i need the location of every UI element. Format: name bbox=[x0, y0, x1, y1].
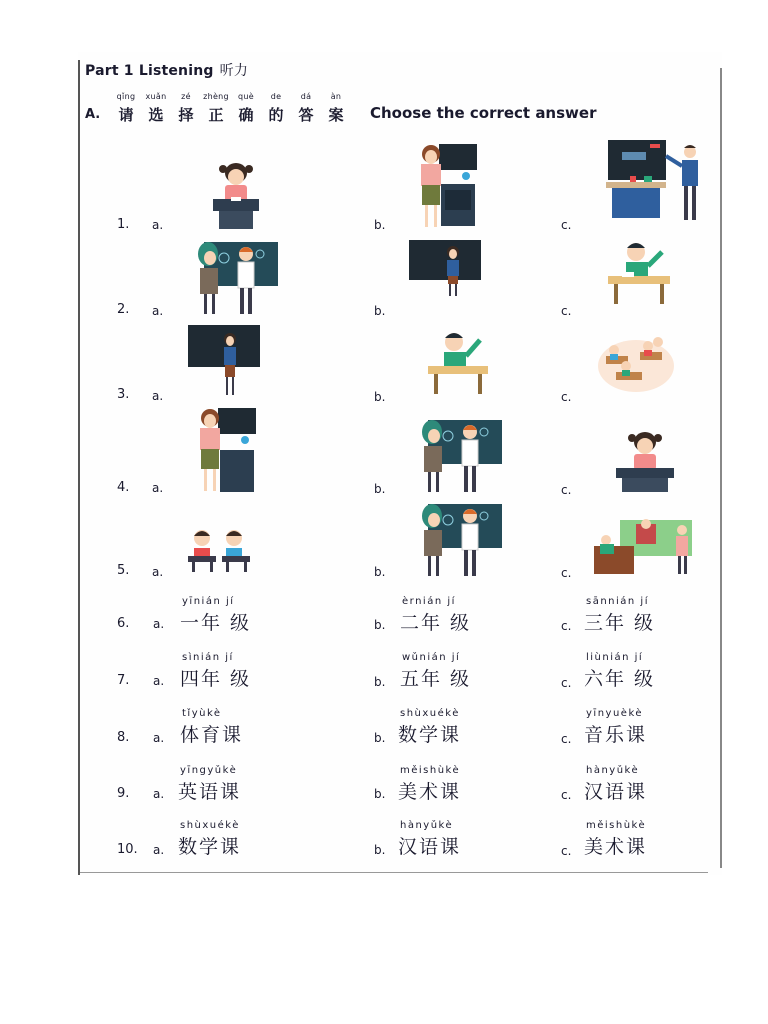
teacher-at-board-picture[interactable] bbox=[188, 404, 260, 494]
option-b-label[interactable]: b. bbox=[374, 618, 386, 632]
option-b-label[interactable]: b. bbox=[374, 482, 386, 496]
two-teachers-chalkboard-picture[interactable] bbox=[414, 418, 504, 494]
instruction-chinese bbox=[116, 92, 346, 125]
option-b-label[interactable]: b. bbox=[374, 390, 386, 404]
question-number: 2. bbox=[117, 302, 130, 317]
instruction-pinyin: àn bbox=[330, 92, 342, 101]
option-c-label[interactable]: c. bbox=[561, 218, 572, 232]
option-b-label[interactable]: b. bbox=[374, 675, 386, 689]
instruction-pinyin: xuǎn bbox=[145, 92, 167, 101]
two-students-picture[interactable] bbox=[186, 526, 252, 572]
classroom-group-picture[interactable] bbox=[596, 326, 676, 396]
option-a-label[interactable]: a. bbox=[152, 481, 164, 495]
word-hanzi: 二年 级 bbox=[400, 612, 472, 634]
teacher-pointing-board-picture[interactable] bbox=[604, 138, 704, 224]
option-b-label[interactable]: b. bbox=[374, 565, 386, 579]
instruction-char bbox=[236, 92, 256, 125]
option-b-word[interactable] bbox=[400, 652, 471, 691]
option-b-word[interactable] bbox=[398, 708, 461, 747]
word-pinyin: sānnián jí bbox=[586, 596, 649, 607]
word-hanzi: 英语课 bbox=[178, 781, 242, 803]
word-pinyin: shùxuékè bbox=[180, 820, 240, 831]
instruction-char bbox=[326, 92, 346, 125]
option-a-label[interactable]: a. bbox=[152, 304, 164, 318]
option-b-word[interactable] bbox=[398, 820, 461, 859]
left-border-line bbox=[78, 60, 80, 875]
girl-at-desk-picture[interactable] bbox=[203, 155, 269, 231]
question-number: 1. bbox=[117, 217, 130, 232]
option-a-label[interactable]: a. bbox=[153, 674, 165, 688]
question-number: 9. bbox=[117, 786, 130, 801]
instruction-hanzi: 确 bbox=[238, 106, 254, 124]
word-pinyin: sìnián jí bbox=[182, 652, 234, 663]
question-number: 7. bbox=[117, 673, 130, 688]
word-pinyin: yīnyuèkè bbox=[586, 708, 644, 719]
classroom-teachers-picture[interactable] bbox=[594, 516, 694, 576]
instruction-pinyin: què bbox=[238, 92, 254, 101]
section-letter: A. bbox=[85, 107, 101, 122]
word-hanzi: 汉语课 bbox=[398, 836, 462, 858]
word-pinyin: hànyǔkè bbox=[586, 765, 640, 776]
girl-at-desk-picture[interactable] bbox=[612, 424, 678, 494]
option-b-word[interactable] bbox=[398, 765, 461, 804]
option-b-label[interactable]: b. bbox=[374, 731, 386, 745]
instruction-english: Choose the correct answer bbox=[370, 104, 597, 122]
option-c-word[interactable] bbox=[584, 765, 647, 804]
word-hanzi: 音乐课 bbox=[584, 724, 648, 746]
option-b-label[interactable]: b. bbox=[374, 304, 386, 318]
option-c-label[interactable]: c. bbox=[561, 566, 572, 580]
word-hanzi: 美术课 bbox=[584, 836, 648, 858]
option-a-word[interactable] bbox=[180, 708, 243, 747]
option-a-word[interactable] bbox=[180, 596, 251, 635]
word-pinyin: tǐyùkè bbox=[182, 708, 222, 719]
word-pinyin: wǔnián jí bbox=[402, 652, 461, 663]
option-c-label[interactable]: c. bbox=[561, 390, 572, 404]
instruction-char bbox=[203, 92, 229, 125]
option-b-label[interactable]: b. bbox=[374, 787, 386, 801]
two-teachers-chalkboard-picture[interactable] bbox=[190, 240, 280, 316]
option-c-label[interactable]: c. bbox=[561, 732, 572, 746]
word-hanzi: 五年 级 bbox=[400, 668, 472, 690]
woman-at-board-picture[interactable] bbox=[409, 240, 481, 296]
instruction-char bbox=[146, 92, 166, 125]
part-title-en: Part 1 Listening bbox=[85, 63, 214, 79]
option-c-word[interactable] bbox=[584, 596, 655, 635]
option-a-word[interactable] bbox=[178, 765, 241, 804]
option-a-label[interactable]: a. bbox=[153, 731, 165, 745]
option-a-label[interactable]: a. bbox=[153, 787, 165, 801]
word-pinyin: měishùkè bbox=[586, 820, 647, 831]
instruction-hanzi: 择 bbox=[178, 106, 194, 124]
word-hanzi: 美术课 bbox=[398, 781, 462, 803]
word-hanzi: 体育课 bbox=[180, 724, 244, 746]
word-hanzi: 一年 级 bbox=[180, 612, 252, 634]
option-b-word[interactable] bbox=[400, 596, 471, 635]
option-c-label[interactable]: c. bbox=[561, 788, 572, 802]
two-teachers-chalkboard-picture[interactable] bbox=[414, 500, 504, 578]
instruction-pinyin: qǐng bbox=[116, 92, 136, 101]
instruction-char bbox=[176, 92, 196, 125]
option-c-word[interactable] bbox=[584, 708, 647, 747]
instruction-pinyin: zé bbox=[181, 92, 191, 101]
instruction-char bbox=[296, 92, 316, 125]
option-c-label[interactable]: c. bbox=[561, 619, 572, 633]
instruction-hanzi: 案 bbox=[328, 106, 344, 124]
instruction-hanzi: 正 bbox=[208, 106, 224, 124]
option-c-label[interactable]: c. bbox=[561, 304, 572, 318]
instruction-hanzi: 请 bbox=[118, 106, 134, 124]
instruction-hanzi: 选 bbox=[148, 106, 164, 124]
option-a-label[interactable]: a. bbox=[152, 565, 164, 579]
option-a-label[interactable]: a. bbox=[152, 389, 164, 403]
woman-at-board-picture[interactable] bbox=[188, 325, 260, 397]
part-title bbox=[85, 60, 248, 80]
option-a-label[interactable]: a. bbox=[152, 218, 164, 232]
option-a-word[interactable] bbox=[178, 820, 241, 859]
word-pinyin: hànyǔkè bbox=[400, 820, 454, 831]
question-number: 8. bbox=[117, 730, 130, 745]
option-c-word[interactable] bbox=[584, 652, 655, 691]
boy-raising-hand-picture[interactable] bbox=[428, 326, 490, 398]
question-number: 4. bbox=[117, 480, 130, 495]
word-hanzi: 数学课 bbox=[398, 724, 462, 746]
word-hanzi: 数学课 bbox=[178, 836, 242, 858]
instruction-char bbox=[266, 92, 286, 125]
option-c-label[interactable]: c. bbox=[561, 676, 572, 690]
word-hanzi: 四年 级 bbox=[180, 668, 252, 690]
instruction-pinyin: zhèng bbox=[203, 92, 229, 101]
boy-raising-hand-picture[interactable] bbox=[606, 238, 672, 306]
option-c-label[interactable]: c. bbox=[561, 844, 572, 858]
word-hanzi: 六年 级 bbox=[584, 668, 656, 690]
option-a-label[interactable]: a. bbox=[153, 843, 165, 857]
question-number: 3. bbox=[117, 387, 130, 402]
word-pinyin: shùxuékè bbox=[400, 708, 460, 719]
part-title-cn: 听力 bbox=[219, 63, 249, 79]
word-pinyin: liùnián jí bbox=[586, 652, 644, 663]
instruction-char bbox=[116, 92, 136, 125]
question-number: 6. bbox=[117, 616, 130, 631]
word-hanzi: 三年 级 bbox=[584, 612, 656, 634]
option-b-label[interactable]: b. bbox=[374, 843, 386, 857]
teacher-at-board-picture[interactable] bbox=[409, 140, 481, 230]
word-pinyin: yīnián jí bbox=[182, 596, 235, 607]
bottom-rule bbox=[80, 872, 708, 873]
option-c-word[interactable] bbox=[584, 820, 647, 859]
instruction-pinyin: de bbox=[270, 92, 282, 101]
instruction-pinyin: dá bbox=[300, 92, 312, 101]
question-number: 5. bbox=[117, 563, 130, 578]
right-border-line bbox=[720, 68, 722, 868]
instruction-hanzi: 答 bbox=[298, 106, 314, 124]
option-c-label[interactable]: c. bbox=[561, 483, 572, 497]
question-number: 10. bbox=[117, 842, 138, 857]
word-pinyin: yīngyǔkè bbox=[180, 765, 238, 776]
option-a-label[interactable]: a. bbox=[153, 617, 165, 631]
instruction-hanzi: 的 bbox=[268, 106, 284, 124]
word-pinyin: měishùkè bbox=[400, 765, 461, 776]
option-b-label[interactable]: b. bbox=[374, 218, 386, 232]
word-hanzi: 汉语课 bbox=[584, 781, 648, 803]
word-pinyin: èrnián jí bbox=[402, 596, 456, 607]
option-a-word[interactable] bbox=[180, 652, 251, 691]
